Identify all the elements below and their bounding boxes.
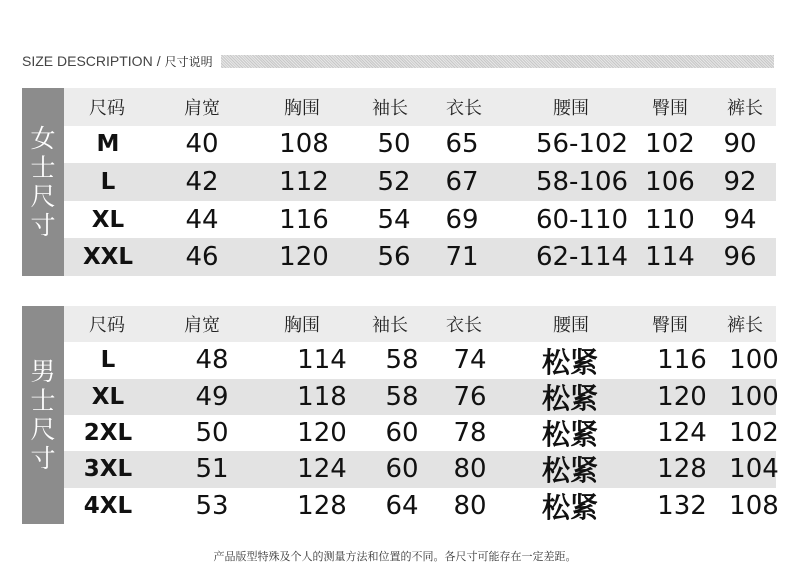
cell-shoulder: 40 [185,129,219,160]
column-header-shoulder: 肩宽 [184,97,220,119]
cell-pants-length: 100 [729,381,779,412]
cell-chest: 120 [279,242,329,273]
cell-chest: 112 [279,166,329,197]
men-side-label-char: 男 [30,357,56,386]
column-header-waist: 腰围 [553,97,589,119]
footer-note: 产品版型特殊及个人的测量方法和位置的不同。各尺寸可能存在一定差距。 [213,550,577,563]
cell-pants-length: 108 [729,490,779,521]
cell-waist: 松紧 [541,418,598,452]
cell-sleeve: 58 [385,381,419,412]
cell-length: 74 [453,345,487,376]
cell-size: 3XL [83,456,133,483]
cell-hip: 120 [657,381,707,412]
column-header-chest: 胸围 [284,315,320,337]
cell-pants-length: 100 [729,345,779,376]
column-header-hip: 臀围 [652,315,688,337]
cell-hip: 114 [645,242,695,273]
cell-size: XL [91,206,125,233]
women-header-row [64,88,776,126]
cell-chest: 114 [297,345,347,376]
header-separator: / [156,53,161,69]
column-header-pants-length: 裤长 [727,97,763,119]
cell-waist: 松紧 [541,454,598,488]
table-row [64,201,776,239]
cell-sleeve: 56 [377,242,411,273]
men-side-label-char: 尺 [30,415,56,444]
column-header-shoulder: 肩宽 [184,315,220,337]
column-header-sleeve: 袖长 [372,97,408,119]
header-decorative-texture [221,55,774,68]
cell-sleeve: 60 [385,454,419,485]
cell-waist: 62-114 [535,242,629,273]
column-header-length: 衣长 [446,315,482,337]
cell-length: 71 [445,242,479,273]
cell-chest: 108 [279,129,329,160]
women-side-label-char: 寸 [30,211,56,240]
cell-sleeve: 58 [385,345,419,376]
cell-pants-length: 96 [723,242,757,273]
cell-pants-length: 102 [729,418,779,449]
cell-shoulder: 49 [195,381,229,412]
men-size-table [22,306,779,524]
size-description-header [22,50,774,72]
column-header-sleeve: 袖长 [372,315,408,337]
cell-waist: 58-106 [535,166,629,197]
cell-shoulder: 44 [185,204,219,235]
cell-hip: 102 [645,129,695,160]
cell-length: 67 [445,166,479,197]
table-row [64,415,779,452]
cell-length: 80 [453,490,487,521]
men-table-rows [64,306,779,524]
women-side-label-char: 女 [30,124,56,153]
cell-waist: 松紧 [541,381,598,415]
cell-pants-length: 94 [723,204,757,235]
cell-hip: 124 [657,418,707,449]
cell-pants-length: 92 [723,166,757,197]
women-table-rows [64,88,776,276]
cell-waist: 56-102 [535,129,629,160]
cell-chest: 116 [279,204,329,235]
table-row [64,163,776,201]
column-header-size: 尺码 [89,97,125,119]
table-row [64,488,779,524]
cell-size: 2XL [83,420,133,447]
cell-hip: 110 [645,204,695,235]
men-header-row [64,306,776,342]
cell-length: 69 [445,204,479,235]
cell-size: 4XL [83,492,133,519]
cell-waist: 松紧 [541,345,598,379]
column-header-hip: 臀围 [652,97,688,119]
column-header-waist: 腰围 [553,315,589,337]
cell-pants-length: 104 [729,454,779,485]
cell-shoulder: 42 [185,166,219,197]
cell-size: XXL [82,244,134,271]
cell-hip: 132 [657,490,707,521]
cell-size: L [100,347,116,374]
cell-length: 76 [453,381,487,412]
cell-shoulder: 53 [195,490,229,521]
cell-length: 78 [453,418,487,449]
cell-shoulder: 51 [195,454,229,485]
cell-size: XL [91,383,125,410]
men-side-label-char: 士 [30,386,56,415]
table-row [64,126,776,164]
column-header-size: 尺码 [89,315,125,337]
table-row [64,342,779,379]
cell-waist: 松紧 [541,490,598,524]
cell-sleeve: 50 [377,129,411,160]
cell-chest: 118 [297,381,347,412]
women-side-label-char: 士 [30,153,56,182]
header-title-en: SIZE DESCRIPTION [22,53,153,69]
column-header-length: 衣长 [446,97,482,119]
cell-sleeve: 60 [385,418,419,449]
cell-shoulder: 46 [185,242,219,273]
cell-pants-length: 90 [723,129,757,160]
cell-hip: 106 [645,166,695,197]
table-row [64,451,779,488]
cell-shoulder: 48 [195,345,229,376]
header-title-zh: 尺寸说明 [164,54,213,69]
cell-hip: 128 [657,454,707,485]
cell-chest: 124 [297,454,347,485]
cell-length: 80 [453,454,487,485]
cell-sleeve: 52 [377,166,411,197]
men-side-label [22,306,64,524]
cell-size: L [100,168,116,195]
column-header-pants-length: 裤长 [727,315,763,337]
cell-chest: 128 [297,490,347,521]
cell-chest: 120 [297,418,347,449]
cell-sleeve: 64 [385,490,419,521]
men-side-label-char: 寸 [30,444,56,473]
cell-size: M [96,131,120,158]
column-header-chest: 胸围 [284,97,320,119]
cell-length: 65 [445,129,479,160]
women-side-label-char: 尺 [30,182,56,211]
table-row [64,238,776,276]
cell-sleeve: 54 [377,204,411,235]
cell-waist: 60-110 [535,204,629,235]
women-size-table [22,88,776,276]
cell-shoulder: 50 [195,418,229,449]
women-side-label [22,88,64,276]
table-row [64,379,779,415]
cell-hip: 116 [657,345,707,376]
